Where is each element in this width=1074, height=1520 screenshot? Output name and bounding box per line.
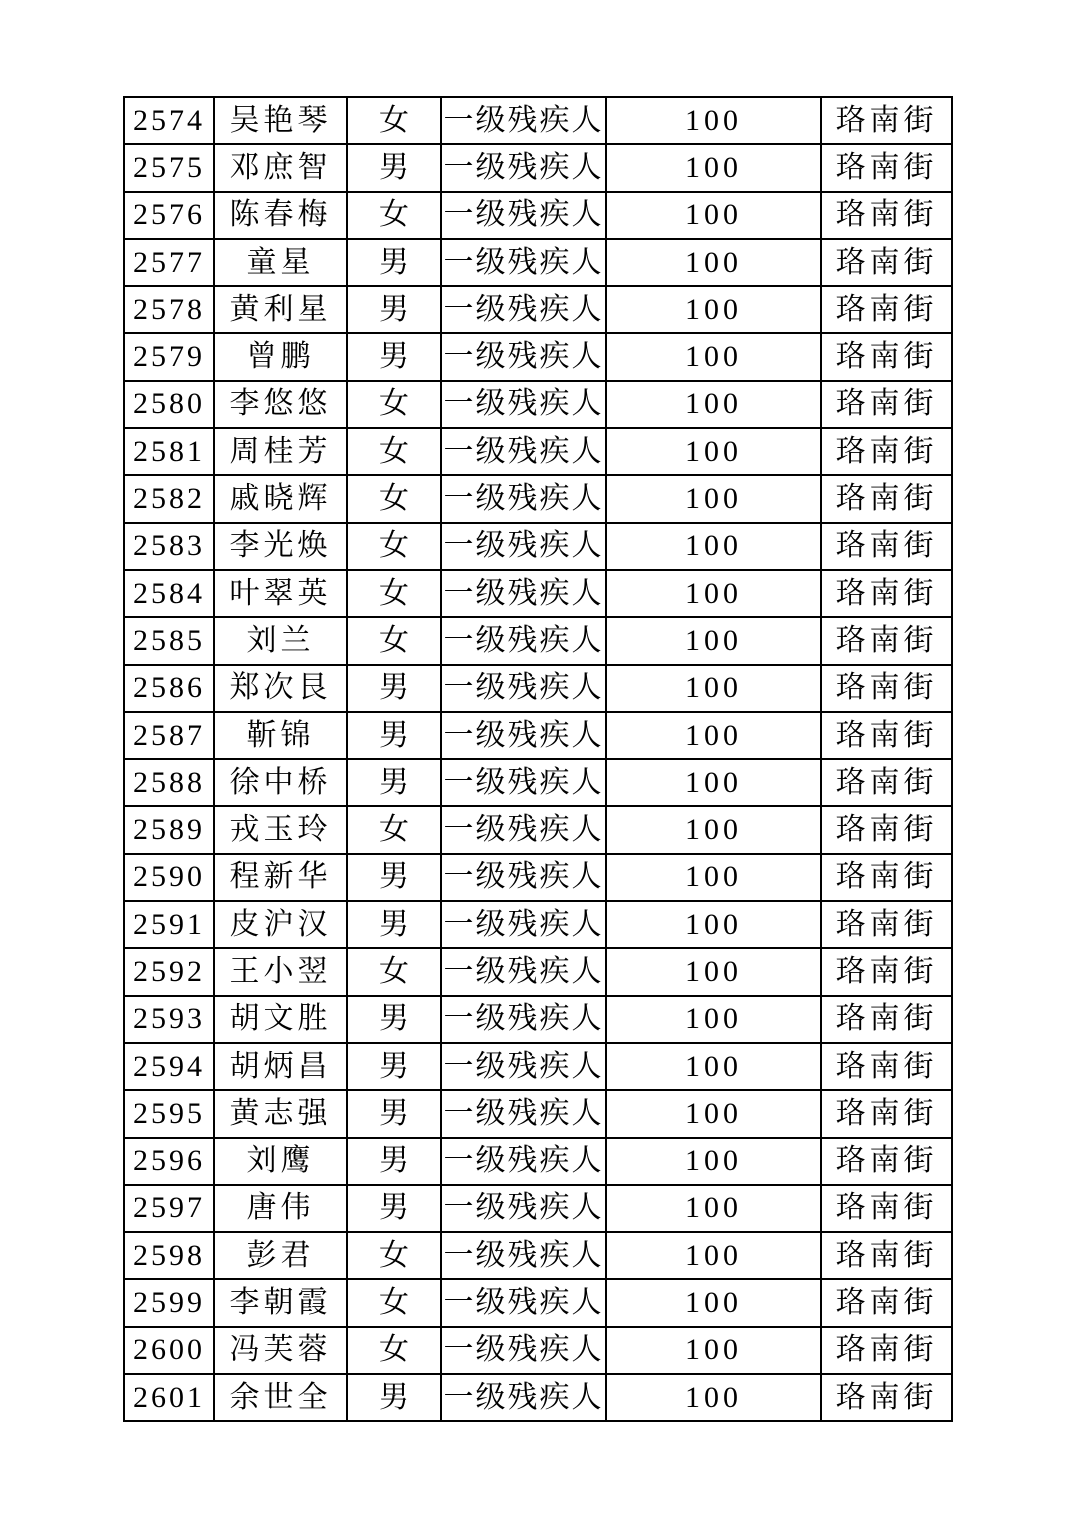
cell-gender: 男 [347, 1185, 441, 1232]
cell-gender: 女 [347, 523, 441, 570]
cell-street: 珞南街 [821, 570, 952, 617]
cell-category: 一级残疾人 [441, 617, 606, 664]
cell-category: 一级残疾人 [441, 1138, 606, 1185]
table-row [124, 144, 952, 191]
cell-street: 珞南街 [821, 854, 952, 901]
cell-person-name: 程新华 [214, 854, 347, 901]
cell-category: 一级残疾人 [441, 381, 606, 428]
cell-amount: 100 [606, 570, 821, 617]
cell-street: 珞南街 [821, 1185, 952, 1232]
cell-category: 一级残疾人 [441, 1185, 606, 1232]
cell-person-name: 唐伟 [214, 1185, 347, 1232]
cell-person-name: 刘鹰 [214, 1138, 347, 1185]
cell-amount: 100 [606, 806, 821, 853]
cell-serial-number: 2587 [124, 712, 214, 759]
cell-gender: 男 [347, 901, 441, 948]
cell-category: 一级残疾人 [441, 570, 606, 617]
cell-street: 珞南街 [821, 97, 952, 144]
cell-gender: 女 [347, 428, 441, 475]
cell-person-name: 李朝霞 [214, 1279, 347, 1326]
table-row [124, 523, 952, 570]
cell-person-name: 李悠悠 [214, 381, 347, 428]
cell-gender: 男 [347, 712, 441, 759]
table-row [124, 948, 952, 995]
cell-category: 一级残疾人 [441, 948, 606, 995]
cell-street: 珞南街 [821, 381, 952, 428]
cell-serial-number: 2592 [124, 948, 214, 995]
cell-amount: 100 [606, 1232, 821, 1279]
cell-gender: 女 [347, 1279, 441, 1326]
table-row [124, 1090, 952, 1137]
cell-person-name: 王小翌 [214, 948, 347, 995]
cell-serial-number: 2588 [124, 759, 214, 806]
cell-amount: 100 [606, 192, 821, 239]
cell-amount: 100 [606, 97, 821, 144]
cell-serial-number: 2582 [124, 475, 214, 522]
cell-person-name: 周桂芳 [214, 428, 347, 475]
cell-person-name: 曾鹏 [214, 333, 347, 380]
cell-serial-number: 2597 [124, 1185, 214, 1232]
cell-category: 一级残疾人 [441, 806, 606, 853]
cell-amount: 100 [606, 996, 821, 1043]
cell-person-name: 李光焕 [214, 523, 347, 570]
cell-serial-number: 2581 [124, 428, 214, 475]
cell-amount: 100 [606, 1279, 821, 1326]
table-row [124, 901, 952, 948]
cell-street: 珞南街 [821, 806, 952, 853]
table-row [124, 617, 952, 664]
cell-person-name: 黄利星 [214, 286, 347, 333]
cell-street: 珞南街 [821, 475, 952, 522]
cell-serial-number: 2601 [124, 1374, 214, 1421]
cell-serial-number: 2594 [124, 1043, 214, 1090]
cell-category: 一级残疾人 [441, 286, 606, 333]
cell-serial-number: 2591 [124, 901, 214, 948]
cell-gender: 女 [347, 475, 441, 522]
cell-person-name: 邓庶智 [214, 144, 347, 191]
cell-serial-number: 2576 [124, 192, 214, 239]
cell-category: 一级残疾人 [441, 996, 606, 1043]
table-row [124, 239, 952, 286]
cell-street: 珞南街 [821, 1374, 952, 1421]
cell-street: 珞南街 [821, 665, 952, 712]
cell-street: 珞南街 [821, 712, 952, 759]
cell-person-name: 冯芙蓉 [214, 1327, 347, 1374]
cell-serial-number: 2598 [124, 1232, 214, 1279]
cell-gender: 女 [347, 381, 441, 428]
cell-serial-number: 2595 [124, 1090, 214, 1137]
cell-street: 珞南街 [821, 239, 952, 286]
cell-category: 一级残疾人 [441, 523, 606, 570]
cell-gender: 男 [347, 996, 441, 1043]
cell-amount: 100 [606, 854, 821, 901]
cell-serial-number: 2579 [124, 333, 214, 380]
cell-category: 一级残疾人 [441, 901, 606, 948]
table-row [124, 97, 952, 144]
table-row [124, 381, 952, 428]
table-row [124, 570, 952, 617]
cell-category: 一级残疾人 [441, 144, 606, 191]
table-row [124, 1138, 952, 1185]
cell-gender: 女 [347, 948, 441, 995]
cell-street: 珞南街 [821, 948, 952, 995]
cell-category: 一级残疾人 [441, 712, 606, 759]
cell-serial-number: 2583 [124, 523, 214, 570]
cell-serial-number: 2586 [124, 665, 214, 712]
table-row [124, 665, 952, 712]
cell-serial-number: 2599 [124, 1279, 214, 1326]
cell-person-name: 叶翠英 [214, 570, 347, 617]
cell-serial-number: 2590 [124, 854, 214, 901]
cell-street: 珞南街 [821, 333, 952, 380]
cell-person-name: 徐中桥 [214, 759, 347, 806]
cell-category: 一级残疾人 [441, 1279, 606, 1326]
cell-category: 一级残疾人 [441, 428, 606, 475]
cell-serial-number: 2584 [124, 570, 214, 617]
cell-gender: 女 [347, 97, 441, 144]
cell-serial-number: 2577 [124, 239, 214, 286]
cell-person-name: 靳锦 [214, 712, 347, 759]
cell-category: 一级残疾人 [441, 333, 606, 380]
cell-amount: 100 [606, 1138, 821, 1185]
cell-serial-number: 2585 [124, 617, 214, 664]
cell-gender: 男 [347, 759, 441, 806]
cell-serial-number: 2578 [124, 286, 214, 333]
cell-amount: 100 [606, 617, 821, 664]
cell-serial-number: 2596 [124, 1138, 214, 1185]
cell-category: 一级残疾人 [441, 192, 606, 239]
cell-gender: 男 [347, 239, 441, 286]
cell-gender: 女 [347, 1327, 441, 1374]
cell-amount: 100 [606, 1090, 821, 1137]
cell-amount: 100 [606, 475, 821, 522]
table-row [124, 806, 952, 853]
cell-gender: 男 [347, 144, 441, 191]
cell-person-name: 郑次艮 [214, 665, 347, 712]
cell-street: 珞南街 [821, 144, 952, 191]
cell-category: 一级残疾人 [441, 475, 606, 522]
cell-gender: 男 [347, 333, 441, 380]
table-row [124, 1232, 952, 1279]
cell-category: 一级残疾人 [441, 1232, 606, 1279]
cell-category: 一级残疾人 [441, 1327, 606, 1374]
cell-serial-number: 2600 [124, 1327, 214, 1374]
cell-street: 珞南街 [821, 617, 952, 664]
cell-street: 珞南街 [821, 1327, 952, 1374]
table-row [124, 475, 952, 522]
cell-amount: 100 [606, 948, 821, 995]
table-row [124, 996, 952, 1043]
cell-amount: 100 [606, 144, 821, 191]
cell-amount: 100 [606, 1374, 821, 1421]
cell-street: 珞南街 [821, 1138, 952, 1185]
cell-person-name: 胡文胜 [214, 996, 347, 1043]
cell-amount: 100 [606, 239, 821, 286]
table-row [124, 1279, 952, 1326]
cell-category: 一级残疾人 [441, 239, 606, 286]
cell-category: 一级残疾人 [441, 854, 606, 901]
cell-person-name: 皮沪汉 [214, 901, 347, 948]
table-row [124, 712, 952, 759]
cell-gender: 女 [347, 617, 441, 664]
cell-gender: 男 [347, 1090, 441, 1137]
cell-street: 珞南街 [821, 523, 952, 570]
cell-person-name: 戎玉玲 [214, 806, 347, 853]
cell-street: 珞南街 [821, 192, 952, 239]
table-row [124, 1374, 952, 1421]
cell-amount: 100 [606, 759, 821, 806]
cell-person-name: 余世全 [214, 1374, 347, 1421]
table-row [124, 192, 952, 239]
cell-gender: 女 [347, 570, 441, 617]
cell-person-name: 黄志强 [214, 1090, 347, 1137]
cell-street: 珞南街 [821, 1279, 952, 1326]
cell-gender: 女 [347, 1232, 441, 1279]
cell-street: 珞南街 [821, 286, 952, 333]
cell-serial-number: 2589 [124, 806, 214, 853]
cell-amount: 100 [606, 333, 821, 380]
cell-category: 一级残疾人 [441, 1043, 606, 1090]
cell-amount: 100 [606, 901, 821, 948]
cell-serial-number: 2574 [124, 97, 214, 144]
table-row [124, 854, 952, 901]
cell-amount: 100 [606, 665, 821, 712]
cell-street: 珞南街 [821, 1043, 952, 1090]
table-row [124, 1327, 952, 1374]
table-row [124, 333, 952, 380]
cell-gender: 男 [347, 854, 441, 901]
benefit-roster-table [123, 96, 953, 1422]
cell-amount: 100 [606, 428, 821, 475]
table-row [124, 286, 952, 333]
cell-gender: 女 [347, 806, 441, 853]
cell-person-name: 刘兰 [214, 617, 347, 664]
cell-person-name: 胡炳昌 [214, 1043, 347, 1090]
cell-person-name: 陈春梅 [214, 192, 347, 239]
cell-street: 珞南街 [821, 1232, 952, 1279]
cell-category: 一级残疾人 [441, 97, 606, 144]
cell-category: 一级残疾人 [441, 665, 606, 712]
cell-amount: 100 [606, 1185, 821, 1232]
cell-serial-number: 2593 [124, 996, 214, 1043]
cell-gender: 男 [347, 1043, 441, 1090]
cell-person-name: 戚晓辉 [214, 475, 347, 522]
cell-amount: 100 [606, 1043, 821, 1090]
cell-serial-number: 2580 [124, 381, 214, 428]
table-row [124, 428, 952, 475]
cell-amount: 100 [606, 381, 821, 428]
cell-gender: 男 [347, 665, 441, 712]
cell-person-name: 童星 [214, 239, 347, 286]
cell-amount: 100 [606, 712, 821, 759]
cell-amount: 100 [606, 286, 821, 333]
cell-amount: 100 [606, 1327, 821, 1374]
cell-street: 珞南街 [821, 759, 952, 806]
cell-street: 珞南街 [821, 901, 952, 948]
cell-gender: 男 [347, 286, 441, 333]
cell-street: 珞南街 [821, 428, 952, 475]
cell-person-name: 彭君 [214, 1232, 347, 1279]
cell-serial-number: 2575 [124, 144, 214, 191]
table-body [124, 97, 952, 1421]
cell-street: 珞南街 [821, 996, 952, 1043]
cell-category: 一级残疾人 [441, 759, 606, 806]
table-row [124, 1185, 952, 1232]
table-row [124, 1043, 952, 1090]
cell-amount: 100 [606, 523, 821, 570]
cell-street: 珞南街 [821, 1090, 952, 1137]
table-row [124, 759, 952, 806]
cell-gender: 男 [347, 1138, 441, 1185]
cell-gender: 男 [347, 1374, 441, 1421]
cell-category: 一级残疾人 [441, 1090, 606, 1137]
cell-gender: 女 [347, 192, 441, 239]
cell-category: 一级残疾人 [441, 1374, 606, 1421]
cell-person-name: 吴艳琴 [214, 97, 347, 144]
